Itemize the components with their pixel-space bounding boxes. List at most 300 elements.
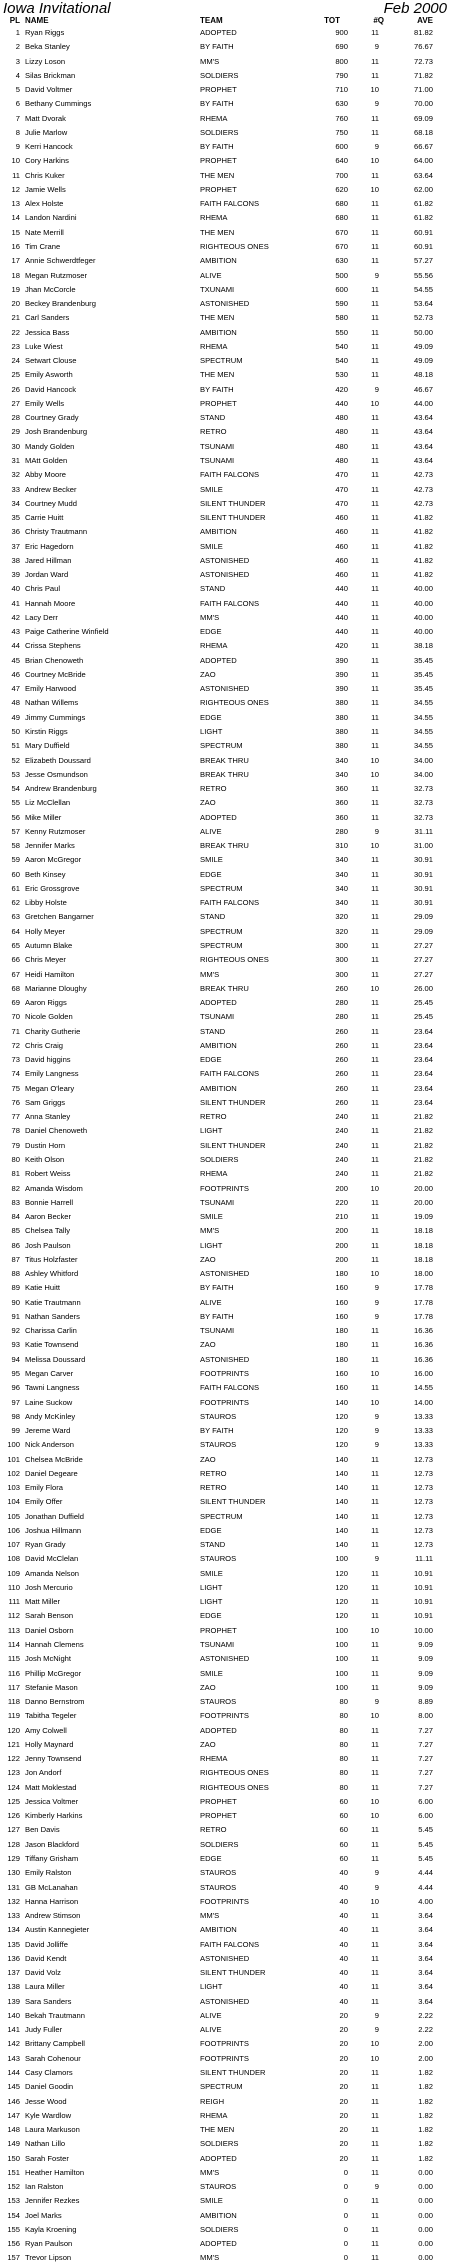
cell-name: Beckey Brandenburg: [25, 299, 96, 309]
table-row: [0, 1267, 457, 1281]
cell-average: 34.55: [413, 712, 433, 722]
cell-place: 54: [11, 784, 20, 794]
table-row: [0, 1296, 457, 1310]
cell-average: 3.64: [418, 1911, 433, 1921]
cell-average: 71.82: [413, 70, 433, 80]
cell-team: SOLDIERS: [200, 70, 239, 80]
cell-team: FAITH FALCONS: [200, 199, 260, 209]
cell-questions: 10: [370, 755, 379, 765]
cell-team: EDGE: [200, 712, 222, 722]
cell-questions: 11: [371, 1240, 379, 1250]
cell-team: AMBITION: [200, 1040, 237, 1050]
cell-team: RETRO: [200, 784, 227, 794]
cell-place: 53: [11, 769, 20, 779]
cell-team: ADOPTED: [200, 2239, 237, 2249]
cell-questions: 11: [371, 1083, 379, 1093]
cell-team: BY FAITH: [200, 99, 234, 109]
cell-team: ZAO: [200, 798, 216, 808]
cell-total: 500: [335, 270, 348, 280]
table-row: [0, 326, 457, 340]
cell-name: Ryan Paulson: [25, 2239, 73, 2249]
cell-place: 31: [11, 455, 20, 465]
cell-average: 23.64: [413, 1040, 433, 1050]
cell-place: 112: [7, 1611, 20, 1621]
cell-name: Mary Duffield: [25, 741, 70, 751]
cell-questions: 11: [371, 313, 379, 323]
cell-average: 7.27: [418, 1768, 433, 1778]
cell-questions: 9: [374, 1882, 379, 1892]
table-row: [0, 211, 457, 225]
cell-average: 38.18: [413, 641, 433, 651]
cell-total: 470: [335, 498, 348, 508]
cell-average: 0.00: [418, 2196, 433, 2206]
cell-team: SPECTRUM: [200, 926, 243, 936]
cell-total: 360: [335, 798, 348, 808]
cell-team: SILENT THUNDER: [200, 1097, 266, 1107]
cell-team: FOOTPRINTS: [200, 2039, 249, 2049]
cell-total: 240: [335, 1140, 348, 1150]
cell-name: Jordan Ward: [25, 570, 69, 580]
cell-total: 390: [335, 669, 348, 679]
cell-name: Andrew Stimson: [25, 1911, 81, 1921]
table-row: [0, 1110, 457, 1124]
cell-name: Titus Holzfaster: [25, 1254, 78, 1264]
cell-place: 97: [11, 1397, 20, 1407]
table-row: [0, 83, 457, 97]
cell-team: RIGHTEOUS ONES: [200, 1768, 269, 1778]
column-header-name: NAME: [25, 16, 49, 25]
cell-team: ALIVE: [200, 1297, 222, 1307]
cell-average: 2.22: [418, 2010, 433, 2020]
cell-team: ASTONISHED: [200, 1354, 250, 1364]
cell-place: 55: [11, 798, 20, 808]
cell-name: Abby Moore: [25, 470, 66, 480]
cell-questions: 11: [371, 1140, 379, 1150]
cell-average: 1.82: [418, 2096, 433, 2106]
cell-average: 9.09: [418, 1640, 433, 1650]
cell-name: Lizzy Loson: [25, 56, 66, 66]
cell-name: Gretchen Bangarner: [25, 912, 94, 922]
cell-place: 149: [7, 2139, 20, 2149]
cell-questions: 11: [371, 812, 379, 822]
cell-total: 140: [335, 1525, 348, 1535]
cell-team: STAUROS: [200, 1411, 237, 1421]
cell-average: 14.00: [413, 1397, 433, 1407]
table-row: [0, 668, 457, 682]
cell-place: 1: [15, 28, 20, 37]
cell-questions: 11: [371, 527, 379, 537]
cell-total: 440: [335, 598, 348, 608]
cell-name: Tabitha Tegeler: [25, 1711, 77, 1721]
cell-total: 260: [335, 1097, 348, 1107]
cell-team: BY FAITH: [200, 1426, 234, 1436]
cell-average: 44.00: [413, 398, 433, 408]
table-row: [0, 254, 457, 268]
table-row: [0, 1196, 457, 1210]
table-row: [0, 240, 457, 254]
table-row: [0, 1567, 457, 1581]
cell-average: 55.56: [413, 270, 433, 280]
cell-questions: 11: [371, 1340, 379, 1350]
cell-place: 42: [11, 612, 20, 622]
cell-name: Eric Grossgrove: [25, 883, 80, 893]
cell-average: 17.78: [413, 1297, 433, 1307]
cell-average: 1.82: [418, 2110, 433, 2120]
cell-questions: 11: [371, 1483, 379, 1493]
cell-name: Aaron Riggs: [25, 998, 67, 1008]
cell-average: 11.11: [415, 1554, 433, 1564]
cell-team: SOLDIERS: [200, 1839, 239, 1849]
cell-average: 9.09: [418, 1668, 433, 1678]
cell-team: STAUROS: [200, 1697, 237, 1707]
cell-name: Hannah Moore: [25, 598, 76, 608]
cell-place: 105: [7, 1511, 20, 1521]
cell-average: 7.27: [418, 1754, 433, 1764]
cell-questions: 11: [371, 869, 379, 879]
cell-team: THE MEN: [200, 170, 235, 180]
cell-questions: 11: [371, 113, 379, 123]
cell-name: Emily Ralston: [25, 1868, 72, 1878]
cell-team: STAUROS: [200, 1440, 237, 1450]
table-row: [0, 2251, 457, 2265]
cell-average: 21.82: [413, 1112, 433, 1122]
cell-name: Hanna Harrison: [25, 1896, 79, 1906]
cell-total: 640: [335, 156, 348, 166]
table-row: [0, 483, 457, 497]
cell-total: 800: [335, 56, 348, 66]
cell-name: Bekah Trautmann: [25, 2010, 85, 2020]
cell-questions: 11: [371, 1511, 379, 1521]
cell-questions: 11: [371, 727, 379, 737]
table-row: [0, 126, 457, 140]
cell-team: ZAO: [200, 1340, 216, 1350]
cell-name: Carrie Huitt: [25, 513, 64, 523]
cell-place: 131: [7, 1882, 20, 1892]
cell-average: 18.18: [413, 1240, 433, 1250]
cell-questions: 11: [371, 612, 379, 622]
table-row: [0, 1738, 457, 1752]
cell-name: Matt Moklestad: [25, 1782, 77, 1792]
cell-place: 39: [11, 570, 20, 580]
cell-name: Christy Trautmann: [25, 527, 88, 537]
cell-total: 680: [335, 199, 348, 209]
cell-total: 0: [343, 2167, 348, 2177]
cell-questions: 11: [371, 1097, 379, 1107]
cell-team: EDGE: [200, 869, 222, 879]
cell-team: AMBITION: [200, 256, 237, 266]
table-row: [0, 1139, 457, 1153]
cell-total: 460: [335, 555, 348, 565]
cell-team: SILENT THUNDER: [200, 1140, 266, 1150]
cell-name: Sarah Foster: [25, 2153, 69, 2163]
cell-team: SPECTRUM: [200, 741, 243, 751]
cell-team: ASTONISHED: [200, 1996, 250, 2006]
cell-team: FAITH FALCONS: [200, 1939, 260, 1949]
cell-total: 260: [335, 1069, 348, 1079]
cell-questions: 9: [374, 1411, 379, 1421]
cell-name: Megan Rutzmoser: [25, 270, 88, 280]
cell-name: Marianne Dloughy: [25, 983, 87, 993]
cell-name: Silas Brickman: [25, 70, 76, 80]
cell-name: Trevor Lipson: [25, 2253, 72, 2263]
cell-place: 57: [11, 826, 20, 836]
cell-team: BREAK THRU: [200, 769, 249, 779]
cell-place: 91: [11, 1311, 20, 1321]
cell-team: EDGE: [200, 1525, 222, 1535]
table-row: [0, 1952, 457, 1966]
cell-average: 0.00: [418, 2182, 433, 2192]
cell-average: 42.73: [413, 470, 433, 480]
table-row: [0, 1681, 457, 1695]
cell-questions: 11: [371, 2167, 379, 2177]
cell-average: 5.45: [418, 1854, 433, 1863]
cell-total: 0: [343, 2224, 348, 2234]
cell-total: 240: [335, 1126, 348, 1136]
cell-place: 147: [7, 2110, 20, 2120]
cell-average: 43.64: [413, 427, 433, 437]
table-row: [0, 340, 457, 354]
cell-name: Cory Harkins: [25, 156, 69, 166]
table-row: [0, 1367, 457, 1381]
cell-place: 8: [15, 127, 20, 137]
cell-place: 141: [7, 2025, 20, 2035]
cell-total: 140: [335, 1468, 348, 1478]
cell-total: 380: [335, 712, 348, 722]
cell-place: 20: [11, 299, 20, 309]
cell-place: 35: [11, 513, 20, 523]
cell-total: 260: [335, 983, 348, 993]
cell-questions: 11: [371, 712, 379, 722]
cell-name: Jon Andorf: [25, 1768, 62, 1778]
cell-team: PROPHET: [200, 85, 237, 95]
cell-questions: 11: [371, 926, 379, 936]
table-row: [0, 2037, 457, 2051]
table-row: [0, 525, 457, 539]
cell-average: 12.73: [413, 1483, 433, 1493]
cell-name: Courtney McBride: [25, 669, 86, 679]
table-row: [0, 1624, 457, 1638]
table-row: [0, 639, 457, 653]
cell-average: 72.73: [413, 56, 433, 66]
cell-place: 16: [11, 241, 20, 251]
table-row: [0, 968, 457, 982]
cell-questions: 11: [371, 356, 379, 366]
cell-total: 590: [335, 299, 348, 309]
cell-team: FOOTPRINTS: [200, 1183, 249, 1193]
cell-average: 76.67: [413, 42, 433, 52]
table-row: [0, 1510, 457, 1524]
cell-place: 137: [7, 1968, 20, 1978]
cell-place: 10: [11, 156, 20, 166]
cell-total: 300: [335, 969, 348, 979]
cell-questions: 11: [371, 798, 379, 808]
cell-team: STAND: [200, 1540, 226, 1550]
column-header-ave: AVE: [417, 16, 433, 25]
cell-questions: 10: [370, 2039, 379, 2049]
cell-place: 156: [7, 2239, 20, 2249]
table-row: [0, 953, 457, 967]
table-row: [0, 154, 457, 168]
table-row: [0, 197, 457, 211]
cell-average: 5.45: [418, 1825, 433, 1835]
cell-total: 280: [335, 826, 348, 836]
cell-team: RHEMA: [200, 113, 228, 123]
cell-average: 12.73: [413, 1454, 433, 1464]
cell-average: 30.91: [413, 883, 433, 893]
cell-average: 32.73: [413, 812, 433, 822]
cell-total: 0: [343, 2182, 348, 2192]
cell-total: 100: [335, 1668, 348, 1678]
table-row: [0, 1410, 457, 1424]
cell-name: Anna Stanley: [25, 1112, 71, 1122]
cell-average: 29.09: [413, 912, 433, 922]
cell-name: David Volz: [25, 1968, 61, 1978]
cell-place: 23: [11, 341, 20, 351]
cell-questions: 9: [374, 1868, 379, 1878]
cell-name: Megan Carver: [25, 1368, 74, 1378]
table-row: [0, 2109, 457, 2123]
cell-name: Jared Hillman: [25, 555, 72, 565]
cell-name: Charity Gutherie: [25, 1026, 81, 1036]
cell-questions: 11: [371, 1525, 379, 1535]
cell-questions: 11: [371, 1911, 379, 1921]
cell-total: 300: [335, 941, 348, 950]
table-row: [0, 1153, 457, 1167]
table-row: [0, 910, 457, 924]
cell-questions: 11: [371, 2196, 379, 2206]
cell-team: ZAO: [200, 1682, 216, 1692]
event-date: Feb 2000: [383, 0, 447, 17]
cell-place: 82: [11, 1183, 20, 1193]
table-row: [0, 1667, 457, 1681]
table-row: [0, 1310, 457, 1324]
cell-place: 14: [11, 213, 20, 223]
cell-place: 4: [15, 70, 20, 80]
cell-average: 13.33: [413, 1411, 433, 1421]
cell-average: 61.82: [413, 199, 433, 209]
cell-total: 160: [335, 1297, 348, 1307]
cell-team: ADOPTED: [200, 2153, 237, 2163]
cell-team: MM'S: [200, 1911, 220, 1921]
cell-average: 49.09: [413, 356, 433, 366]
cell-total: 340: [335, 769, 348, 779]
table-row: [0, 2095, 457, 2109]
cell-average: 40.00: [413, 584, 433, 594]
cell-team: BY FAITH: [200, 142, 234, 152]
table-row: [0, 582, 457, 596]
table-row: [0, 682, 457, 696]
cell-total: 100: [335, 1625, 348, 1635]
standings-table: [0, 26, 457, 2266]
cell-questions: 11: [371, 1112, 379, 1122]
table-row: [0, 1053, 457, 1067]
cell-name: Hannah Clemens: [25, 1640, 84, 1650]
table-row: [0, 2209, 457, 2223]
cell-name: Jenny Townsend: [25, 1754, 82, 1764]
cell-name: Jennifer Rezkes: [25, 2196, 80, 2206]
cell-average: 27.27: [413, 941, 433, 950]
cell-average: 63.64: [413, 170, 433, 180]
cell-place: 142: [7, 2039, 20, 2049]
cell-questions: 9: [374, 270, 379, 280]
cell-place: 56: [11, 812, 20, 822]
cell-place: 102: [7, 1468, 20, 1478]
cell-total: 440: [335, 398, 348, 408]
cell-place: 36: [11, 527, 20, 537]
cell-total: 200: [335, 1240, 348, 1250]
cell-total: 20: [339, 2010, 348, 2020]
cell-questions: 11: [371, 1383, 379, 1393]
cell-name: Jennifer Marks: [25, 841, 75, 851]
cell-place: 26: [11, 384, 20, 394]
cell-team: SMILE: [200, 1568, 223, 1578]
table-row: [0, 1709, 457, 1723]
cell-average: 16.36: [413, 1354, 433, 1364]
cell-name: Crissa Stephens: [25, 641, 81, 651]
cell-team: SMILE: [200, 1212, 223, 1222]
cell-average: 40.00: [413, 612, 433, 622]
table-row: [0, 383, 457, 397]
cell-place: 130: [7, 1868, 20, 1878]
cell-total: 200: [335, 1183, 348, 1193]
cell-team: STAND: [200, 912, 226, 922]
cell-name: Robert Weiss: [25, 1169, 71, 1179]
cell-team: EDGE: [200, 627, 222, 637]
cell-total: 700: [335, 170, 348, 180]
cell-average: 34.00: [413, 769, 433, 779]
cell-questions: 11: [371, 969, 379, 979]
cell-team: AMBITION: [200, 2210, 237, 2220]
cell-team: FAITH FALCONS: [200, 1383, 260, 1393]
cell-place: 68: [11, 983, 20, 993]
cell-team: MM'S: [200, 969, 220, 979]
cell-average: 10.91: [413, 1582, 433, 1592]
cell-name: Laura Markuson: [25, 2125, 80, 2135]
cell-total: 790: [335, 70, 348, 80]
cell-place: 83: [11, 1197, 20, 1207]
cell-total: 20: [339, 2096, 348, 2106]
table-row: [0, 1866, 457, 1880]
cell-team: THE MEN: [200, 370, 235, 380]
cell-questions: 11: [371, 698, 379, 708]
cell-average: 66.67: [413, 142, 433, 152]
cell-average: 40.00: [413, 627, 433, 637]
cell-team: BY FAITH: [200, 42, 234, 52]
cell-questions: 11: [371, 998, 379, 1008]
cell-total: 380: [335, 741, 348, 751]
cell-questions: 10: [370, 1368, 379, 1378]
table-row: [0, 1552, 457, 1566]
cell-total: 360: [335, 812, 348, 822]
cell-average: 4.44: [418, 1868, 433, 1878]
cell-team: AMBITION: [200, 1925, 237, 1935]
cell-place: 28: [11, 413, 20, 423]
cell-questions: 9: [374, 1283, 379, 1293]
cell-name: Daniel Osborn: [25, 1625, 74, 1635]
cell-average: 1.82: [418, 2125, 433, 2135]
cell-place: 74: [11, 1069, 20, 1079]
cell-place: 78: [11, 1126, 20, 1136]
cell-team: AMBITION: [200, 327, 237, 337]
cell-average: 41.82: [413, 570, 433, 580]
cell-name: Jason Blackford: [25, 1839, 80, 1849]
cell-questions: 9: [374, 1440, 379, 1450]
table-row: [0, 440, 457, 454]
cell-average: 13.33: [413, 1440, 433, 1450]
cell-place: 15: [11, 227, 20, 237]
cell-place: 12: [11, 184, 20, 194]
cell-total: 480: [335, 413, 348, 423]
